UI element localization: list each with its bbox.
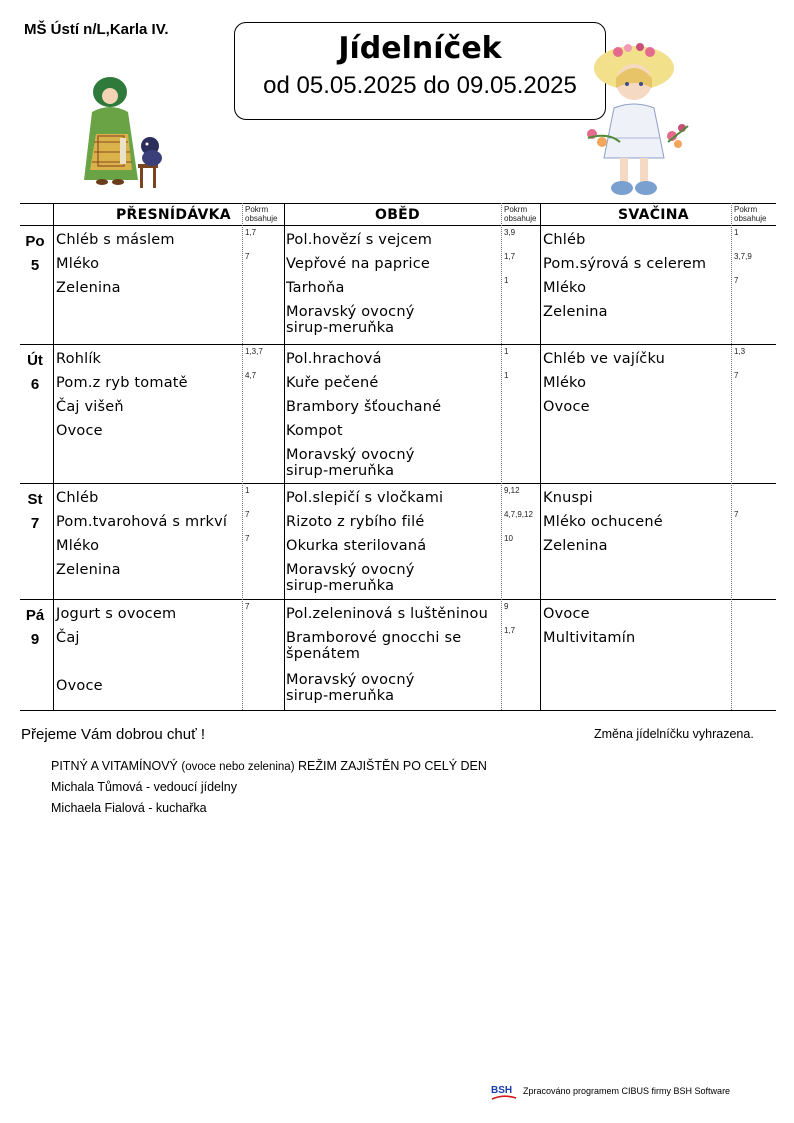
- allergen-codes: 3,9: [504, 228, 516, 237]
- row-separator: [20, 483, 776, 484]
- allergen-codes: 10: [504, 534, 513, 543]
- girl-with-dog-illustration: [72, 72, 172, 194]
- lunch-item-continued: špenátem: [286, 646, 361, 662]
- breakfast-item: Ovoce: [56, 423, 103, 439]
- day-number: 9: [30, 631, 40, 648]
- allergen-column-separator: [731, 203, 732, 710]
- snack-item: Chléb ve vajíčku: [543, 351, 666, 367]
- allergen-codes: 7: [245, 602, 250, 611]
- row-separator: [20, 710, 776, 711]
- lunch-item: Pol.zeleninová s luštěninou: [286, 606, 488, 622]
- allergen-codes: 7: [734, 510, 739, 519]
- drink-note-part-1: PITNÝ A VITAMÍNOVÝ: [51, 759, 182, 773]
- allergen-header-line-2: obsahuje: [734, 214, 767, 223]
- snack-item: Chléb: [543, 232, 586, 248]
- lunch-item: Moravský ovocný: [286, 304, 415, 320]
- allergen-header-line-1: Pokrm: [245, 205, 269, 214]
- lunch-item: Kompot: [286, 423, 343, 439]
- allergen-codes: 1,7: [245, 228, 257, 237]
- allergen-codes: 4,7,9,12: [504, 510, 533, 519]
- allergen-column-separator: [501, 203, 502, 710]
- snack-item: Pom.sýrová s celerem: [543, 256, 707, 272]
- lunch-item: Pol.hovězí s vejcem: [286, 232, 433, 248]
- allergen-header-line-2: obsahuje: [245, 214, 278, 223]
- menu-table: [20, 203, 776, 710]
- allergen-codes: 1: [734, 228, 739, 237]
- bsh-logo-text: BSH: [491, 1085, 513, 1096]
- snack-item: Zelenina: [543, 304, 608, 320]
- breakfast-item: Mléko: [56, 256, 100, 272]
- day-number: 6: [30, 376, 40, 393]
- allergen-codes: 1,3: [734, 347, 746, 356]
- footer-credit: Zpracováno programem CIBUS firmy BSH Software: [523, 1086, 731, 1096]
- lunch-item: Vepřové na paprice: [286, 256, 431, 272]
- page-title: Jídelníček: [338, 31, 502, 66]
- allergen-codes: 9,12: [504, 486, 520, 495]
- lunch-item: Moravský ovocný: [286, 562, 415, 578]
- snack-item: Knuspi: [543, 490, 593, 506]
- breakfast-item: Zelenina: [56, 280, 121, 296]
- snack-item: Multivitamín: [543, 630, 636, 646]
- allergen-codes: 7: [245, 510, 250, 519]
- drink-note-part-3: REŽIM ZAJIŠTĚN PO CELÝ DEN: [294, 759, 487, 773]
- allergen-codes: 9: [504, 602, 509, 611]
- breakfast-item: Jogurt s ovocem: [56, 606, 177, 622]
- lunch-item-continued: sirup-meruňka: [286, 463, 395, 479]
- day-abbr: Út: [27, 352, 43, 369]
- snack-item: Mléko: [543, 375, 587, 391]
- lunch-item: Pol.hrachová: [286, 351, 382, 367]
- allergen-header-line-1: Pokrm: [504, 205, 528, 214]
- column-separator: [53, 203, 54, 710]
- breakfast-item: Rohlík: [56, 351, 102, 367]
- allergen-column-separator: [242, 203, 243, 710]
- allergen-codes: 1,7: [504, 252, 516, 261]
- allergen-codes: 1,7: [504, 626, 516, 635]
- breakfast-item: Čaj višeň: [56, 399, 124, 415]
- allergen-codes: 1: [504, 347, 509, 356]
- day-abbr: Po: [25, 233, 45, 250]
- lunch-item: Moravský ovocný: [286, 447, 415, 463]
- lunch-item: Okurka sterilovaná: [286, 538, 427, 554]
- column-separator: [284, 203, 285, 710]
- drink-note-part-2: (ovoce nebo zelenina): [181, 761, 295, 773]
- allergen-codes: 3,7,9: [734, 252, 752, 261]
- snack-item: Zelenina: [543, 538, 608, 554]
- lunch-item-continued: sirup-meruňka: [286, 688, 395, 704]
- breakfast-item: Zelenina: [56, 562, 121, 578]
- date-range: od 05.05.2025 do 09.05.2025: [263, 72, 577, 99]
- lunch-item-continued: sirup-meruňka: [286, 320, 395, 336]
- snack-item: Ovoce: [543, 399, 590, 415]
- header-separator: [20, 225, 776, 226]
- drink-regime-note: [51, 759, 487, 773]
- breakfast-item: Čaj: [56, 630, 80, 646]
- allergen-codes: 1: [504, 371, 509, 380]
- lunch-item: Brambory šťouchané: [286, 399, 442, 415]
- lunch-item: Bramborové gnocchi se: [286, 630, 462, 646]
- row-separator: [20, 599, 776, 600]
- breakfast-item: Mléko: [56, 538, 100, 554]
- allergen-codes: 1: [245, 486, 250, 495]
- lunch-item-continued: sirup-meruňka: [286, 578, 395, 594]
- allergen-header: [245, 205, 277, 223]
- allergen-header: [734, 205, 766, 223]
- header-snack: SVAČINA: [618, 207, 689, 223]
- column-separator: [540, 203, 541, 710]
- allergen-codes: 7: [734, 371, 739, 380]
- breakfast-item: Chléb s máslem: [56, 232, 175, 248]
- title-box: [234, 22, 606, 120]
- change-note: Změna jídelníčku vyhrazena.: [594, 727, 754, 741]
- allergen-header-line-2: obsahuje: [504, 214, 537, 223]
- breakfast-item: Ovoce: [56, 678, 103, 694]
- lunch-item: Moravský ovocný: [286, 672, 415, 688]
- snack-item: Ovoce: [543, 606, 590, 622]
- snack-item: Mléko ochucené: [543, 514, 663, 530]
- staff-cook: Michaela Fialová - kuchařka: [51, 801, 207, 815]
- breakfast-item: Pom.z ryb tomatě: [56, 375, 188, 391]
- bsh-logo: [489, 1082, 519, 1104]
- day-abbr: St: [27, 491, 43, 508]
- allergen-codes: 7: [245, 534, 250, 543]
- snack-item: Mléko: [543, 280, 587, 296]
- school-name: MŠ Ústí n/L,Karla IV.: [24, 21, 169, 38]
- allergen-codes: 7: [245, 252, 250, 261]
- lunch-item: Rizoto z rybího filé: [286, 514, 425, 530]
- lunch-item: Kuře pečené: [286, 375, 379, 391]
- wish-text: Přejeme Vám dobrou chuť !: [21, 726, 206, 743]
- lunch-item: Pol.slepičí s vločkami: [286, 490, 444, 506]
- row-separator: [20, 344, 776, 345]
- allergen-codes: 4,7: [245, 371, 257, 380]
- allergen-codes: 1: [504, 276, 509, 285]
- girl-with-flowers-illustration: [578, 38, 696, 204]
- staff-manager: Michala Tůmová - vedoucí jídelny: [51, 780, 237, 794]
- breakfast-item: Chléb: [56, 490, 99, 506]
- day-abbr: Pá: [25, 607, 45, 624]
- table-border-top: [20, 203, 776, 204]
- breakfast-item: Pom.tvarohová s mrkví: [56, 514, 228, 530]
- allergen-header: [504, 205, 536, 223]
- header-lunch: OBĚD: [375, 207, 420, 223]
- day-number: 7: [30, 515, 40, 532]
- allergen-codes: 7: [734, 276, 739, 285]
- header-breakfast: PŘESNÍDÁVKA: [116, 207, 231, 223]
- lunch-item: Tarhoňa: [286, 280, 345, 296]
- allergen-header-line-1: Pokrm: [734, 205, 758, 214]
- day-number: 5: [30, 257, 40, 274]
- allergen-codes: 1,3,7: [245, 347, 263, 356]
